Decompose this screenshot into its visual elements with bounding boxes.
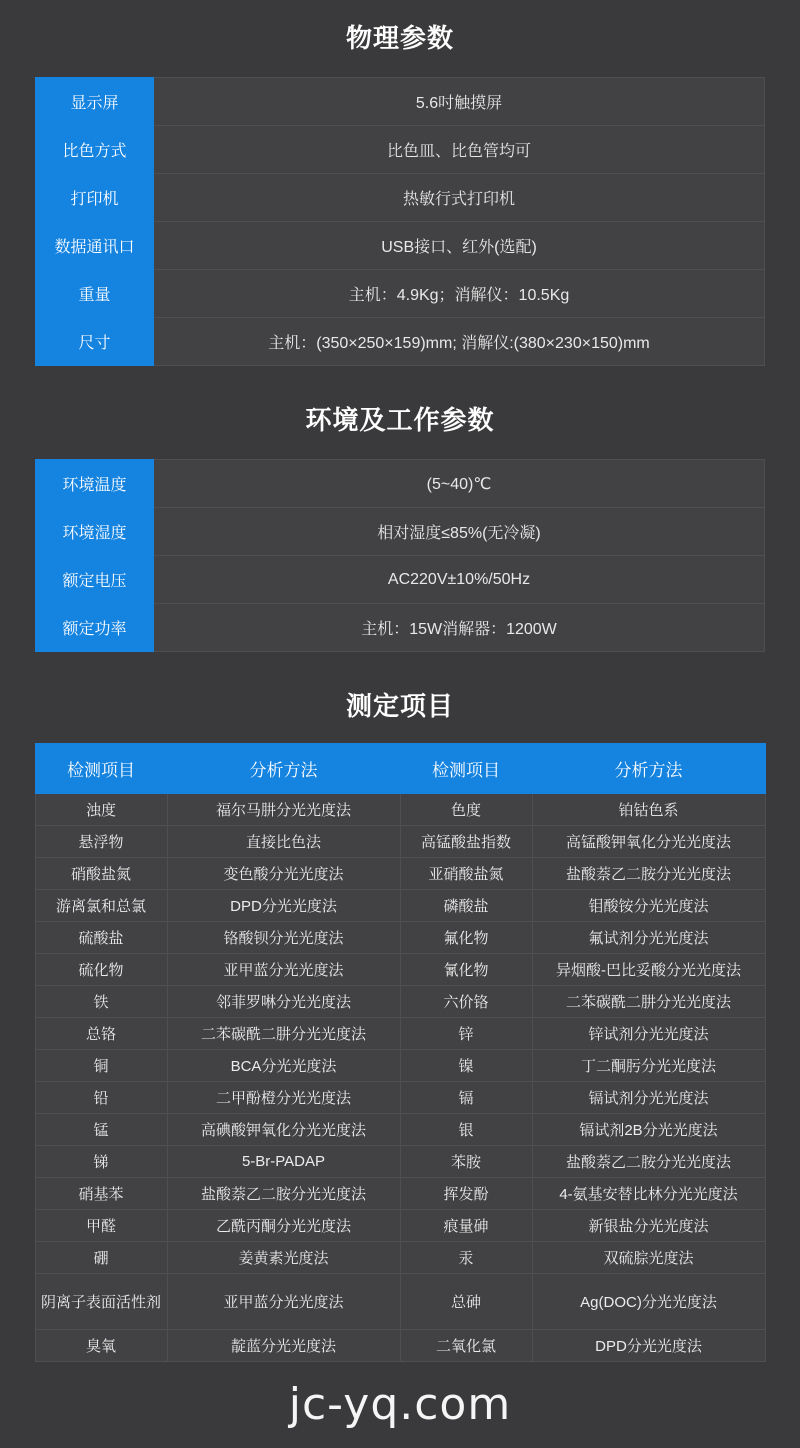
table-row	[36, 270, 765, 318]
cell-method: 5-Br-PADAP	[167, 1146, 400, 1178]
row-label: 额定功率	[36, 604, 154, 652]
table-row	[35, 954, 765, 986]
cell-method: 乙酰丙酮分光光度法	[167, 1210, 400, 1242]
row-value: 主机：15W消解器：1200W	[154, 604, 765, 652]
row-label: 环境温度	[36, 460, 154, 508]
table-row	[35, 1082, 765, 1114]
cell-method: DPD分光光度法	[167, 890, 400, 922]
cell-method: 变色酸分光光度法	[167, 858, 400, 890]
cell-item: 悬浮物	[35, 826, 167, 858]
cell-method: 盐酸萘乙二胺分光光度法	[532, 858, 765, 890]
row-value: 主机：(350×250×159)mm; 消解仪:(380×230×150)mm	[154, 318, 765, 366]
cell-method: 钼酸铵分光光度法	[532, 890, 765, 922]
row-label: 额定电压	[36, 556, 154, 604]
cell-method: 高碘酸钾氧化分光光度法	[167, 1114, 400, 1146]
table-row	[35, 1210, 765, 1242]
measurement-items-table	[35, 743, 766, 1362]
table-row	[35, 1330, 765, 1362]
cell-method: 双硫腙光度法	[532, 1242, 765, 1274]
row-label: 显示屏	[36, 78, 154, 126]
cell-item: 硝酸盐氮	[35, 858, 167, 890]
cell-item: 高锰酸盐指数	[400, 826, 532, 858]
cell-method: 靛蓝分光光度法	[167, 1330, 400, 1362]
cell-method: 亚甲蓝分光光度法	[167, 954, 400, 986]
cell-method: DPD分光光度法	[532, 1330, 765, 1362]
environment-table-body	[36, 460, 765, 652]
cell-method: 盐酸萘乙二胺分光光度法	[532, 1146, 765, 1178]
cell-method: 高锰酸钾氧化分光光度法	[532, 826, 765, 858]
cell-item: 游离氯和总氯	[35, 890, 167, 922]
row-value: 比色皿、比色管均可	[154, 126, 765, 174]
row-value: (5~40)℃	[154, 460, 765, 508]
cell-item: 总铬	[35, 1018, 167, 1050]
table-row	[35, 1178, 765, 1210]
cell-method: 镉试剂2B分光光度法	[532, 1114, 765, 1146]
row-value: USB接口、红外(选配)	[154, 222, 765, 270]
cell-item: 硫化物	[35, 954, 167, 986]
spec-sheet-page	[0, 18, 800, 1448]
cell-method: 邻菲罗啉分光光度法	[167, 986, 400, 1018]
cell-item: 铜	[35, 1050, 167, 1082]
cell-item: 亚硝酸盐氮	[400, 858, 532, 890]
row-label: 数据通讯口	[36, 222, 154, 270]
items-table-body	[35, 794, 765, 1362]
watermark: jc-yq.com	[288, 1379, 512, 1430]
table-header-row	[35, 744, 765, 794]
row-value: 热敏行式打印机	[154, 174, 765, 222]
cell-method: 二苯碳酰二肼分光光度法	[532, 986, 765, 1018]
cell-method: 铂钴色系	[532, 794, 765, 826]
cell-item: 二氧化氯	[400, 1330, 532, 1362]
items-table-head	[35, 744, 765, 794]
table-row	[36, 556, 765, 604]
cell-method: 丁二酮肟分光光度法	[532, 1050, 765, 1082]
table-row	[36, 222, 765, 270]
row-label: 重量	[36, 270, 154, 318]
cell-item: 痕量砷	[400, 1210, 532, 1242]
cell-item: 六价铬	[400, 986, 532, 1018]
cell-item: 银	[400, 1114, 532, 1146]
table-row	[36, 174, 765, 222]
cell-method: BCA分光光度法	[167, 1050, 400, 1082]
cell-method: 亚甲蓝分光光度法	[167, 1274, 400, 1330]
cell-item: 氟化物	[400, 922, 532, 954]
cell-method: 二苯碳酰二肼分光光度法	[167, 1018, 400, 1050]
row-value: 相对湿度≤85%(无冷凝)	[154, 508, 765, 556]
row-label: 尺寸	[36, 318, 154, 366]
cell-item: 锑	[35, 1146, 167, 1178]
cell-method: 4-氨基安替比林分光光度法	[532, 1178, 765, 1210]
table-row	[35, 1146, 765, 1178]
physical-table-body	[36, 78, 765, 366]
column-header: 分析方法	[167, 744, 400, 794]
cell-item: 汞	[400, 1242, 532, 1274]
cell-item: 总砷	[400, 1274, 532, 1330]
row-label: 比色方式	[36, 126, 154, 174]
cell-item: 铅	[35, 1082, 167, 1114]
cell-item: 磷酸盐	[400, 890, 532, 922]
section-title-physical: 物理参数	[345, 23, 454, 53]
cell-item: 臭氧	[35, 1330, 167, 1362]
cell-item: 氰化物	[400, 954, 532, 986]
physical-parameters-table	[35, 77, 765, 366]
cell-method: 异烟酸-巴比妥酸分光光度法	[532, 954, 765, 986]
cell-method: 福尔马肼分光光度法	[167, 794, 400, 826]
table-row	[35, 986, 765, 1018]
table-row	[35, 1114, 765, 1146]
cell-item: 苯胺	[400, 1146, 532, 1178]
row-value: 5.6吋触摸屏	[154, 78, 765, 126]
table-row	[35, 1274, 765, 1330]
cell-method: 二甲酚橙分光光度法	[167, 1082, 400, 1114]
row-label: 环境湿度	[36, 508, 154, 556]
cell-item: 镉	[400, 1082, 532, 1114]
row-value: AC220V±10%/50Hz	[154, 556, 765, 604]
row-label: 打印机	[36, 174, 154, 222]
cell-item: 铁	[35, 986, 167, 1018]
section-title-items: 测定项目	[345, 691, 454, 721]
table-row	[35, 794, 765, 826]
column-header: 检测项目	[35, 744, 167, 794]
row-value: 主机：4.9Kg；消解仪：10.5Kg	[154, 270, 765, 318]
table-row	[35, 826, 765, 858]
table-row	[36, 318, 765, 366]
cell-method: 氟试剂分光光度法	[532, 922, 765, 954]
environment-parameters-table	[35, 459, 765, 652]
column-header: 检测项目	[400, 744, 532, 794]
table-row	[36, 460, 765, 508]
cell-method: 盐酸萘乙二胺分光光度法	[167, 1178, 400, 1210]
cell-item: 甲醛	[35, 1210, 167, 1242]
table-row	[35, 1018, 765, 1050]
cell-item: 硫酸盐	[35, 922, 167, 954]
table-row	[35, 1242, 765, 1274]
cell-item: 浊度	[35, 794, 167, 826]
cell-method: Ag(DOC)分光光度法	[532, 1274, 765, 1330]
cell-method: 姜黄素光度法	[167, 1242, 400, 1274]
cell-item: 锰	[35, 1114, 167, 1146]
column-header: 分析方法	[532, 744, 765, 794]
table-row	[36, 126, 765, 174]
table-row	[35, 922, 765, 954]
table-row	[36, 604, 765, 652]
cell-item: 硝基苯	[35, 1178, 167, 1210]
table-row	[35, 858, 765, 890]
table-row	[36, 508, 765, 556]
cell-method: 新银盐分光光度法	[532, 1210, 765, 1242]
cell-item: 硼	[35, 1242, 167, 1274]
table-row	[36, 78, 765, 126]
table-row	[35, 1050, 765, 1082]
cell-item: 镍	[400, 1050, 532, 1082]
cell-item: 阴离子表面活性剂	[35, 1274, 167, 1330]
cell-method: 直接比色法	[167, 826, 400, 858]
cell-method: 镉试剂分光光度法	[532, 1082, 765, 1114]
cell-method: 铬酸钡分光光度法	[167, 922, 400, 954]
section-title-environment: 环境及工作参数	[305, 405, 495, 435]
cell-item: 挥发酚	[400, 1178, 532, 1210]
table-row	[35, 890, 765, 922]
cell-item: 色度	[400, 794, 532, 826]
cell-item: 锌	[400, 1018, 532, 1050]
cell-method: 锌试剂分光光度法	[532, 1018, 765, 1050]
